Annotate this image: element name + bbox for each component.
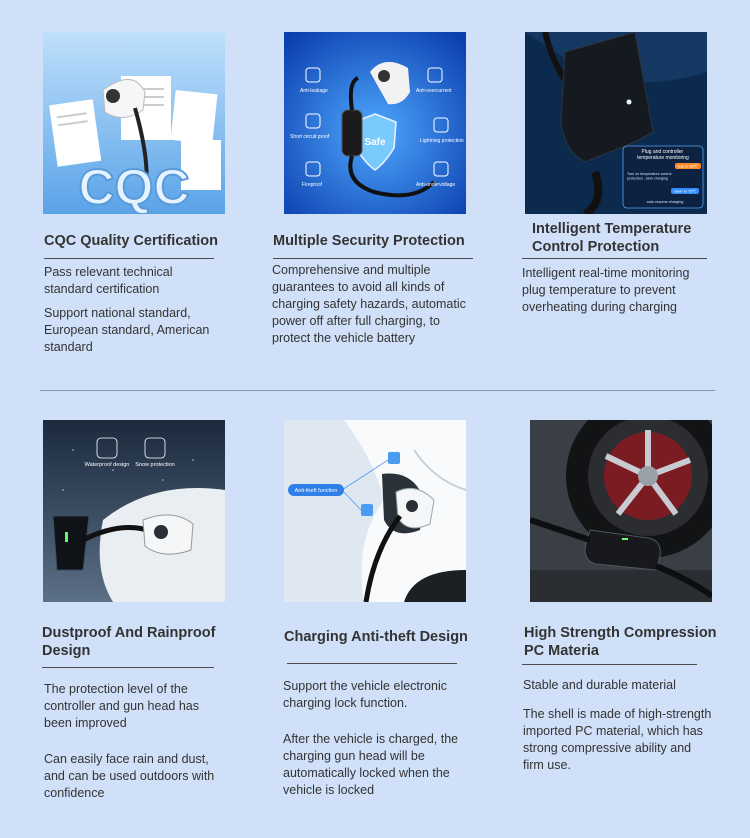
label-snow: Snow protection bbox=[135, 462, 175, 468]
security-title: Multiple Security Protection bbox=[273, 233, 465, 249]
label-anti-undervoltage: Anti-undervoltage bbox=[416, 182, 456, 188]
badge-rise: rise to 85℃ bbox=[678, 164, 698, 169]
panel-line-1 bbox=[627, 172, 672, 181]
dustproof-rainproof-image bbox=[43, 420, 225, 602]
temperature-desc-1: Intelligent real-time monitoring plug temperature to prevent overheating during charging bbox=[522, 266, 690, 314]
temperature-rule bbox=[522, 258, 707, 259]
pc-material-image bbox=[530, 420, 712, 602]
label-anti-leakage: Anti-leakage bbox=[300, 88, 328, 94]
anti-theft-title: Charging Anti-theft Design bbox=[284, 629, 468, 645]
pc-material-rule bbox=[522, 664, 697, 665]
cqc-desc-1: Pass relevant technical standard certification bbox=[44, 265, 173, 296]
panel-line-1-b: protection , slow charging bbox=[627, 176, 668, 181]
cqc-rule bbox=[44, 258, 214, 259]
label-anti-overcurrent: Anti-overcurrent bbox=[416, 88, 452, 94]
dustproof-desc-1: The protection level of the controller and gun head has been improved bbox=[44, 682, 199, 730]
section-divider bbox=[40, 390, 715, 391]
label-lightning: Lightning protection bbox=[420, 138, 464, 144]
anti-theft-label: Anti-theft function bbox=[294, 488, 338, 494]
panel-title-line-2: temperature monitoring bbox=[637, 155, 689, 161]
shield-text: Safe bbox=[364, 137, 386, 148]
panel-line-2: auto resume charging bbox=[646, 200, 684, 204]
cqc-certification-image bbox=[43, 32, 225, 214]
anti-theft-image bbox=[284, 420, 466, 602]
anti-theft-desc-1: Support the vehicle electronic charging lock function. bbox=[283, 679, 447, 710]
dustproof-rule bbox=[42, 667, 214, 668]
security-protection-image bbox=[284, 32, 466, 214]
badge-down: down to 75℃ bbox=[673, 189, 697, 194]
panel-line-1-a: Turn on temperature control bbox=[627, 172, 672, 176]
temperature-title: Intelligent Temperature Control Protection bbox=[532, 221, 692, 255]
anti-theft-desc-2: After the vehicle is charged, the charging gun head will be automatically locked when the vehicle is locked bbox=[283, 732, 459, 797]
panel-title bbox=[637, 149, 689, 161]
dustproof-title: Dustproof And Rainproof Design bbox=[42, 625, 216, 659]
pc-material-desc-2: The shell is made of high-strength imported PC material, which has strong compressive ability and firm use. bbox=[523, 707, 712, 772]
pc-material-title: High Strength Compression PC Materia bbox=[524, 625, 717, 659]
panel-title-line-1: Plug and controller bbox=[641, 149, 684, 155]
security-rule bbox=[273, 258, 473, 259]
anti-theft-rule bbox=[287, 663, 457, 664]
cqc-big-text: CQC bbox=[78, 159, 190, 214]
dustproof-desc-2: Can easily face rain and dust, and can be used outdoors with confidence bbox=[44, 752, 215, 800]
cqc-desc-2: Support national standard, European standard, American standard bbox=[44, 306, 210, 354]
label-waterproof: Waterproof design bbox=[84, 462, 130, 468]
label-short-circuit: Short circuit proof bbox=[290, 134, 330, 140]
security-desc-1: Comprehensive and multiple guarantees to avoid all kinds of charging safety hazards, automatic power off after full charging, to protect the vehicle battery bbox=[272, 263, 466, 345]
temperature-control-image bbox=[525, 32, 707, 214]
pc-material-desc-1: Stable and durable material bbox=[523, 678, 676, 692]
cqc-title: CQC Quality Certification bbox=[44, 233, 219, 249]
label-fireproof: Fireproof bbox=[302, 182, 323, 188]
